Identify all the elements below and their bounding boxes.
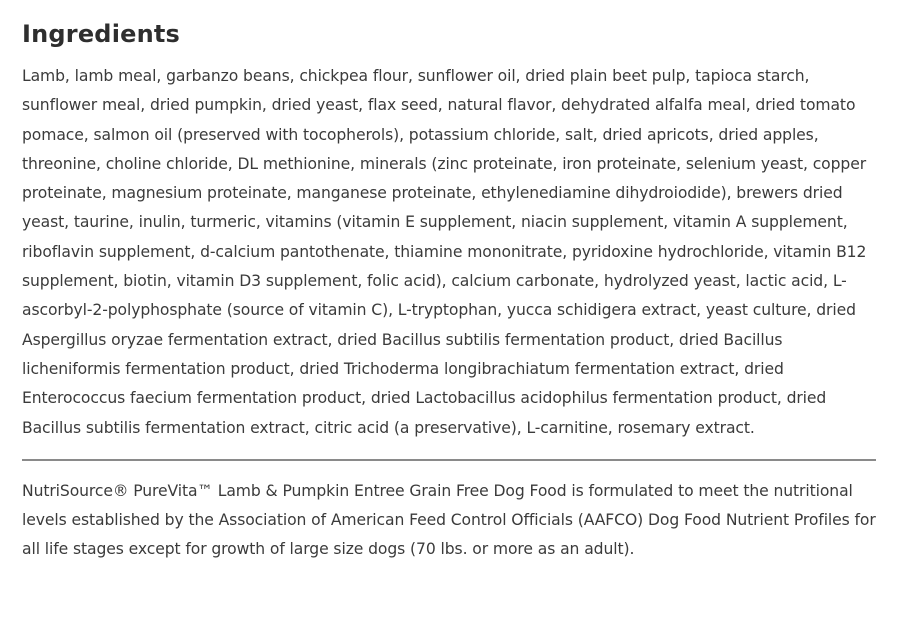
divider [22,459,876,461]
ingredients-section [22,16,878,565]
section-heading: Ingredients [22,20,181,48]
ingredients-list: Lamb, lamb meal, garbanzo beans, chickpea flour, sunflower oil, dried plain beet pulp, tapioca starch, sunflower meal, dried pumpkin, dried yeast, flax seed, natural flavor, dehydrated alfalfa meal, dried tomato pomace, salmon oil (preserved with tocopherols), potassium chloride, salt, dried apricots, dried apples, threonine, choline chloride, DL methionine, minerals (zinc proteinate, iron proteinate, selenium yeast, copper proteinate, magnesium proteinate, manganese proteinate, ethylenediamine dihydroiodide), brewers dried yeast, taurine, inulin, turmeric, vitamins (vitamin E supplement, niacin supplement, vitamin A supplement, riboflavin supplement, d-calcium pantothenate, thiamine mononitrate, pyridoxine hydrochloride, vitamin B12 supplement, biotin, vitamin D3 supplement, folic acid), calcium carbonate, hydrolyzed yeast, lactic acid, L-ascorbyl-2-polyphosphate (source of vitamin C), L-tryptophan, yucca schidigera extract, yeast culture, dried Aspergillus oryzae fermentation extract, dried Bacillus subtilis fermentation product, dried Bacillus licheniformis fermentation product, dried Trichoderma longibrachiatum fermentation extract, dried Enterococcus faecium fermentation product, dried Lactobacillus acidophilus fermentation product, dried Bacillus subtilis fermentation extract, citric acid (a preservative), L-carnitine, rosemary extract. [22,67,867,437]
aafco-statement: NutriSource® PureVita™ Lamb & Pumpkin Entree Grain Free Dog Food is formulated to meet the nutritional levels established by the Association of American Feed Control Officials (AAFCO) Dog Food Nutrient Profiles for all life stages except for growth of large size dogs (70 lbs. or more as an adult). [22,481,876,559]
